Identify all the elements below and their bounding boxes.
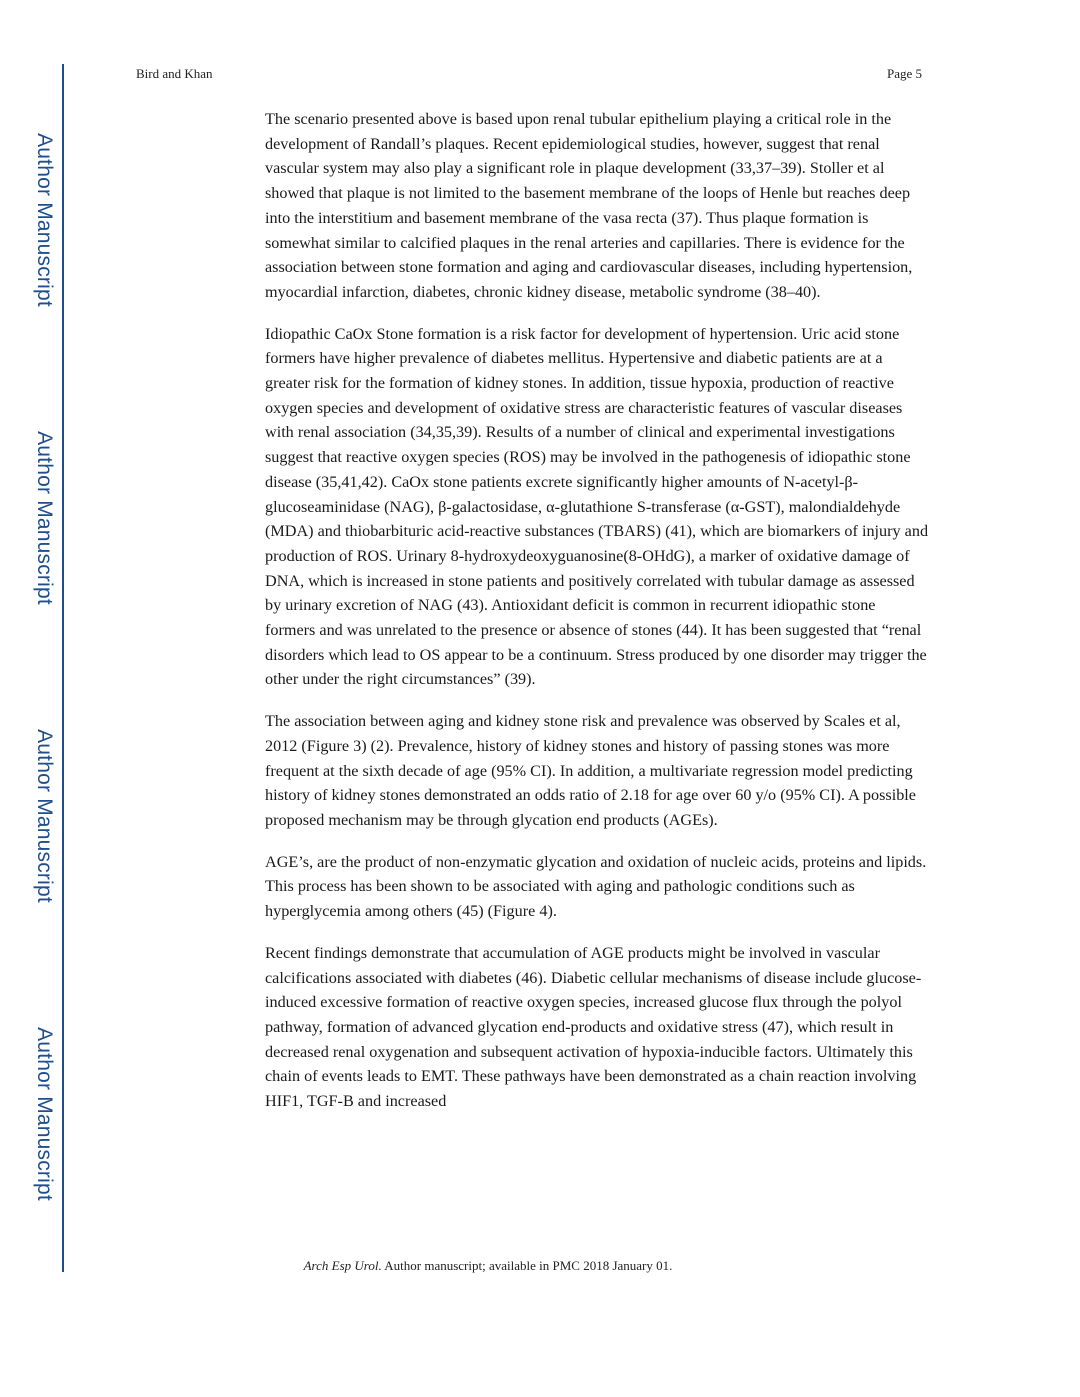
author-manuscript-label-text: Author Manuscript [33, 133, 56, 307]
paragraph: The scenario presented above is based upon renal tubular epithelium playing a critical role in the development of Randall’s plaques. Recent epidemiological studies, however, suggest that renal vascular system may also play a significant role in plaque development (33,37–39). Stoller et al showed that plaque is not limited to the basement membrane of the loops of Henle but reaches deep into the interstitium and basement membrane of the vasa recta (37). Thus plaque formation is somewhat similar to calcified plaques in the renal arteries and capillaries. There is evidence for the association between stone formation and aging and cardiovascular diseases, including hypertension, myocardial infarction, diabetes, chronic kidney disease, metabolic syndrome (38–40). [265, 110, 913, 301]
running-head-authors: Bird and Khan [136, 66, 213, 81]
paragraph: Recent findings demonstrate that accumulation of AGE products might be involved in vascular calcifications associated with diabetes (46). Diabetic cellular mechanisms of disease include glucose-induced excessive formation of reactive oxygen species, increased glucose flux through the polyol pathway, formation of advanced glycation end-products and oxidative stress (47), which result in decreased renal oxygenation and subsequent activation of hypoxia-inducible factors. Ultimately this chain of events leads to EMT. These pathways have been demonstrated as a chain reaction involving HIF1, TGF-B and increased [265, 943, 922, 1111]
paragraph: The association between aging and kidney stone risk and prevalence was observed by Scales et al, 2012 (Figure 3) (2). Prevalence, history of kidney stones and history of passing stones was more frequent at the sixth decade of age (95% CI). In addition, a multivariate regression model predicting history of kidney stones demonstrated an odds ratio of 2.18 for age over 60 y/o (95% CI). A possible proposed mechanism may be through glycation end products (AGEs). [265, 712, 916, 829]
sidebar-rule [62, 64, 64, 1272]
page-footer [0, 1258, 976, 1274]
page-number: Page 5 [886, 66, 922, 81]
paragraph: Idiopathic CaOx Stone formation is a risk factor for development of hypertension. Uric acid stone formers have higher prevalence of diabetes mellitus. Hypertensive and diabetic patients are at a greater risk for the formation of kidney stones. In addition, tissue hypoxia, production of reactive oxygen species and development of oxidative stress are characteristic features of vascular diseases with renal association (34,35,39). Results of a number of clinical and experimental investigations suggest that reactive oxygen species (ROS) may be involved in the pathogenesis of idiopathic stone disease (35,41,42). CaOx stone patients excrete significantly higher amounts of N-acetyl-β-glucoseaminidase (NAG), β-galactosidase, α-glutathione S-transferase (α-GST), malondialdehyde (MDA) and thiobarbituric acid-reactive substances (TBARS) (41), which are biomarkers of injury and production of ROS. Urinary 8-hydroxydeoxyguanosine(8-OHdG), a marker of oxidative damage of DNA, which is increased in stone patients and positively correlated with tubular damage as assessed by urinary excretion of NAG (43). Antioxidant deficit is common in recurrent idiopathic stone formers and was unrelated to the presence or absence of stones (44). It has been suggested that “renal disorders which lead to OS appear to be a continuum. Stress produced by one disorder may trigger the other under the right circumstances” (39). [265, 324, 929, 689]
paragraph: AGE’s, are the product of non-enzymatic glycation and oxidation of nucleic acids, proteins and lipids. This process has been shown to be associated with aging and pathologic conditions such as hyperglycemia among others (45) (Figure 4). [265, 852, 927, 921]
journal-name: Arch Esp Urol. [303, 1258, 382, 1273]
manuscript-availability-note: Author manuscript; available in PMC 2018 January 01. [384, 1258, 673, 1273]
author-manuscript-label-text: Author Manuscript [33, 1027, 56, 1201]
author-manuscript-label-text: Author Manuscript [33, 431, 56, 605]
article-body [265, 107, 929, 1131]
author-manuscript-label-text: Author Manuscript [33, 729, 56, 903]
